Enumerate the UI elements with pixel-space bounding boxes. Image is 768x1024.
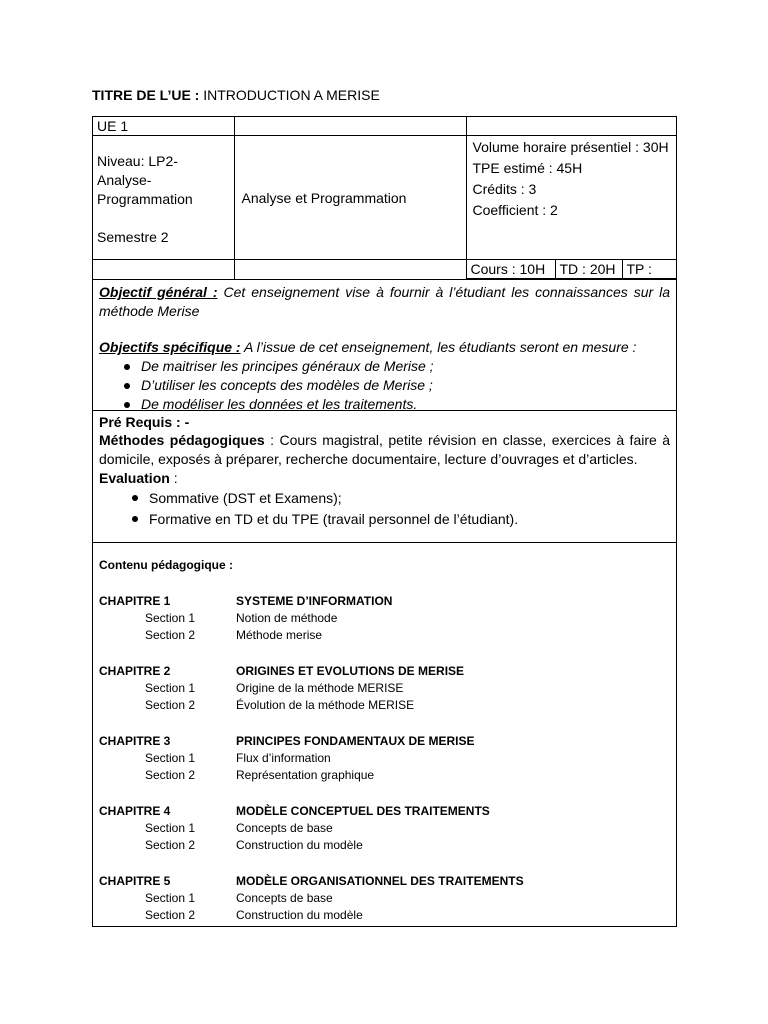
niveau-line: Programmation	[97, 191, 193, 207]
section-title: Notion de méthode	[236, 611, 338, 625]
page-title	[92, 87, 380, 103]
evaluation-label: Evaluation	[99, 470, 170, 486]
niveau-line: Niveau: LP2-	[97, 153, 178, 169]
header-table	[93, 117, 676, 280]
section-number: Section 2	[145, 698, 196, 712]
hours-subtable	[467, 260, 677, 279]
volume-horaire: Volume horaire présentiel : 30H	[472, 139, 669, 155]
coefficient: Coefficient : 2	[472, 202, 558, 218]
evaluation	[99, 469, 670, 488]
contenu-label: Contenu pédagogique :	[99, 558, 233, 572]
list-item: Sommative (DST et Examens);	[149, 488, 670, 509]
objectifs-section	[93, 280, 676, 411]
chapter-title: MODÈLE CONCEPTUEL DES TRAITEMENTS	[236, 804, 490, 818]
prerequis-section	[93, 411, 676, 543]
section-row	[99, 750, 670, 767]
title-label: TITRE DE L’UE :	[92, 87, 200, 103]
ue-cell: UE 1	[93, 117, 234, 136]
methodes-label: Méthodes pédagogiques	[99, 432, 265, 448]
section-title: Concepts de base	[236, 821, 333, 835]
syllabus-box	[92, 116, 677, 927]
section-row	[99, 627, 670, 644]
chapter-number: CHAPITRE 3	[99, 734, 171, 748]
chapter-row	[99, 733, 670, 750]
section-title: Évolution de la méthode MERISE	[236, 698, 415, 712]
section-title: Construction du modèle	[236, 838, 363, 852]
chapter-row	[99, 593, 670, 610]
chapter-title: PRINCIPES FONDAMENTAUX DE MERISE	[236, 734, 475, 748]
section-row	[99, 907, 670, 924]
section-row	[99, 680, 670, 697]
chapter-row	[99, 663, 670, 680]
section-title: Méthode merise	[236, 628, 323, 642]
title-value: INTRODUCTION A MERISE	[203, 87, 380, 103]
objectif-general-text: Cet enseignement vise à fournir à l’étudiant les connaissances sur la méthode Merise	[99, 284, 671, 319]
empty-cell	[466, 117, 676, 136]
cours-hours: Cours : 10H	[467, 260, 556, 279]
list-item: D’utiliser les concepts des modèles de Merise ;	[141, 376, 670, 395]
section-title: Flux d’information	[236, 751, 331, 765]
chapter-number: CHAPITRE 4	[99, 804, 171, 818]
objectifs-list	[99, 357, 670, 414]
objectifs-specifique-text: A l’issue de cet enseignement, les étudiants seront en mesure :	[243, 339, 637, 355]
chapters-list	[99, 593, 670, 924]
methodes-pedagogiques	[99, 431, 670, 469]
niveau-line: Analyse-	[97, 172, 152, 188]
objectif-general	[99, 283, 670, 321]
section-number: Section 2	[145, 628, 196, 642]
section-number: Section 1	[145, 681, 196, 695]
section-number: Section 1	[145, 891, 196, 905]
chapter-number: CHAPITRE 1	[99, 594, 171, 608]
section-row	[99, 767, 670, 784]
list-item: De modéliser les données et les traitements.	[141, 395, 670, 414]
evaluation-sep: :	[173, 470, 178, 486]
prerequis: Pré Requis : -	[99, 414, 190, 430]
section-row	[99, 890, 670, 907]
evaluation-list	[99, 488, 670, 530]
chapter-number: CHAPITRE 2	[99, 664, 171, 678]
contenu-section	[93, 543, 676, 924]
hours-cell	[466, 260, 676, 280]
chapter-title: MODÈLE ORGANISATIONNEL DES TRAITEMENTS	[236, 874, 524, 888]
section-number: Section 1	[145, 611, 196, 625]
credits: Crédits : 3	[472, 181, 537, 197]
section-number: Section 2	[145, 908, 196, 922]
niveau-cell	[93, 136, 234, 260]
chapter-title: SYSTEME D’INFORMATION	[236, 594, 393, 608]
volume-cell	[466, 136, 676, 260]
list-item: Formative en TD et du TPE (travail personnel de l’étudiant).	[149, 509, 670, 530]
empty-cell	[234, 117, 466, 136]
section-title: Concepts de base	[236, 891, 333, 905]
section-number: Section 2	[145, 838, 196, 852]
chapter-row	[99, 803, 670, 820]
section-title: Représentation graphique	[236, 768, 375, 782]
chapter-row	[99, 873, 670, 890]
chapter-number: CHAPITRE 5	[99, 874, 171, 888]
section-row	[99, 697, 670, 714]
list-item: De maitriser les principes généraux de Merise ;	[141, 357, 670, 376]
section-number: Section 2	[145, 768, 196, 782]
objectifs-specifiques	[99, 338, 670, 357]
tp-hours: TP :	[622, 260, 676, 279]
methodes-text: : Cours magistral, petite révision en classe, exercices à faire à domicile, exposés à préparer, recherche documentaire, lecture d’ouvrages et d’articles.	[99, 432, 671, 467]
tpe-estime: TPE estimé : 45H	[472, 160, 583, 176]
section-row	[99, 837, 670, 854]
section-row	[99, 820, 670, 837]
td-hours: TD : 20H	[555, 260, 622, 279]
semestre: Semestre 2	[97, 229, 169, 245]
section-number: Section 1	[145, 751, 196, 765]
section-title: Origine de la méthode MERISE	[236, 681, 404, 695]
section-number: Section 1	[145, 821, 196, 835]
section-row	[99, 610, 670, 627]
empty-cell	[93, 260, 234, 280]
objectifs-specifique-label: Objectifs spécifique :	[99, 339, 241, 355]
objectif-general-label: Objectif général :	[99, 284, 218, 300]
filiere-cell: Analyse et Programmation	[234, 136, 466, 260]
empty-cell	[234, 260, 466, 280]
section-title: Construction du modèle	[236, 908, 363, 922]
chapter-title: ORIGINES ET EVOLUTIONS DE MERISE	[236, 664, 465, 678]
